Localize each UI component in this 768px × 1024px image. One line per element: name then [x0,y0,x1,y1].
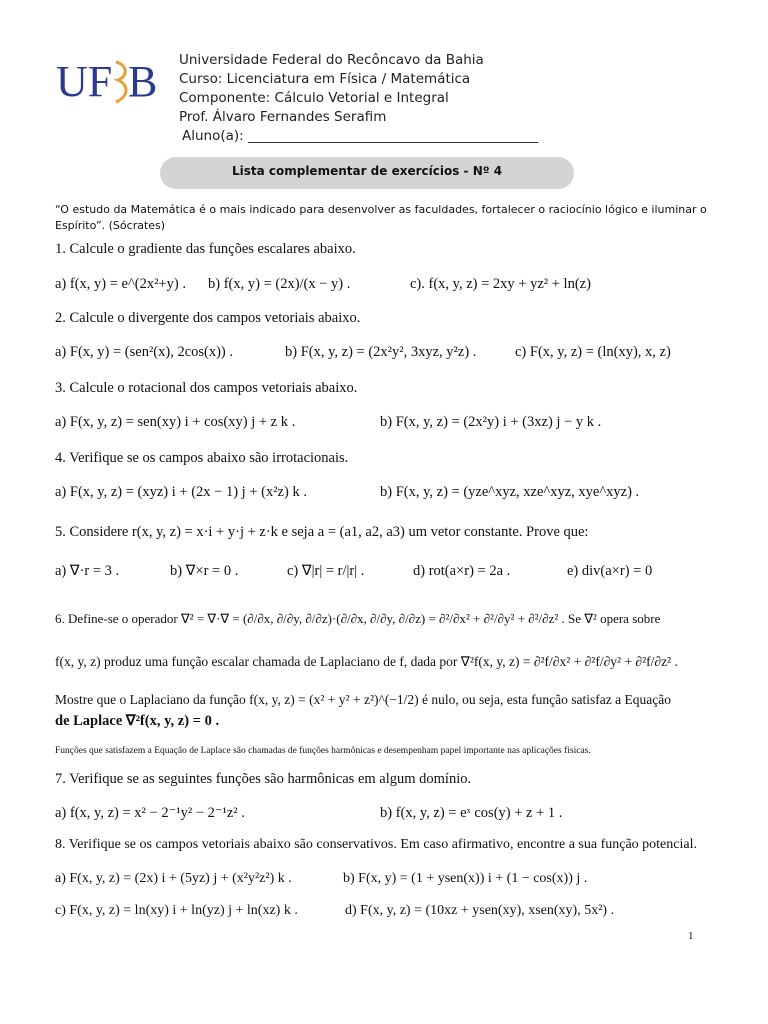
list-title: Lista complementar de exercícios - Nº 4 [231,164,503,178]
header-university: Universidade Federal do Recôncavo da Bahia [179,52,484,68]
q7-a: a) f(x, y, z) = x² − 2⁻¹y² − 2⁻¹z² . [55,805,245,821]
q6-line-1: 6. Define-se o operador ∇² = ∇·∇ = (∂/∂x, ∂/∂y, ∂/∂z)·(∂/∂x, ∂/∂y, ∂/∂z) = ∂²/∂x² + ∂²/∂y² + ∂²/∂z² . Se ∇² opera sobre [55,611,661,626]
q2-a: a) F(x, y) = (sen²(x), 2cos(x)) . [55,344,234,360]
q5-c: c) ∇|r| = r/|r| . [287,563,365,579]
q8-b: b) F(x, y) = (1 + ysen(x)) i + (1 − cos(x)) j . [343,871,588,886]
q6-line-2: f(x, y, z) produz uma função escalar chamada de Laplaciano de f, dada por ∇²f(x, y, z) = ∂²f/∂x² + ∂²f/∂y² + ∂²f/∂z² . [55,654,678,669]
q5-d: d) rot(a×r) = 2a . [413,563,511,579]
q4-a: a) F(x, y, z) = (xyz) i + (2x − 1) j + (x²z) k . [55,484,307,500]
q6-line-3: Mostre que o Laplaciano da função f(x, y, z) = (x² + y² + z²)^(−1/2) é nulo, ou seja, esta função satisfaz a Equação [55,692,671,707]
q2-b: b) F(x, y, z) = (2x²y², 3xyz, y²z) . [285,344,477,360]
page-number: 1 [688,930,694,942]
harmonic-note: Funções que satisfazem a Equação de Laplace são chamadas de funções harmônicas e desempenham papel importante nas aplicações físicas. [55,746,591,756]
header-professor: Prof. Álvaro Fernandes Serafim [179,109,387,125]
q8-c: c) F(x, y, z) = ln(xy) i + ln(yz) j + ln(xz) k . [55,903,298,918]
header-student: Aluno(a): ___________________________________________ [182,128,539,144]
quote-line-2: Espírito”. (Sócrates) [55,219,166,232]
q4-b: b) F(x, y, z) = (yze^xyz, xze^xyz, xye^xyz) . [380,484,640,500]
q1-b: b) f(x, y) = (2x)/(x − y) . [208,276,351,292]
header-component: Componente: Cálculo Vetorial e Integral [179,90,449,106]
logo-text-b: B [128,57,158,106]
q1-c: c). f(x, y, z) = 2xy + yz² + ln(z) [410,276,591,292]
q1-statement: 1. Calcule o gradiente das funções escalares abaixo. [55,241,356,257]
logo-curve [116,62,126,102]
q8-statement: 8. Verifique se os campos vetoriais abaixo são conservativos. Em caso afirmativo, encontre a sua função potencial. [55,837,697,852]
q5-e: e) div(a×r) = 0 [567,563,653,579]
q1-a: a) f(x, y) = e^(2x²+y) . [55,276,186,292]
q5-a: a) ∇·r = 3 . [55,563,120,579]
q7-statement: 7. Verifique se as seguintes funções são harmônicas em algum domínio. [55,771,472,787]
q7-b: b) f(x, y, z) = eˣ cos(y) + z + 1 . [380,805,563,821]
q5-statement: 5. Considere r(x, y, z) = x·i + y·j + z·k e seja a = (a1, a2, a3) um vetor constante. Prove que: [55,524,589,540]
header-course: Curso: Licenciatura em Física / Matemática [179,71,471,87]
q2-statement: 2. Calcule o divergente dos campos vetoriais abaixo. [55,310,361,326]
ufrb-logo [56,54,168,106]
q4-statement: 4. Verifique se os campos abaixo são irrotacionais. [55,450,349,466]
quote-line-1: “O estudo da Matemática é o mais indicado para desenvolver as faculdades, fortalecer o raciocínio lógico e iluminar o [55,203,707,216]
q8-a: a) F(x, y, z) = (2x) i + (5yz) j + (x²y²z²) k . [55,871,292,886]
q3-b: b) F(x, y, z) = (2x²y) i + (3xz) j − y k . [380,414,602,430]
q6-line-4: de Laplace ∇²f(x, y, z) = 0 . [55,713,220,729]
q8-d: d) F(x, y, z) = (10xz + ysen(xy), xsen(xy), 5x²) . [345,903,615,918]
q5-b: b) ∇×r = 0 . [170,563,239,579]
logo-text-uf: UF [56,57,113,106]
q3-a: a) F(x, y, z) = sen(xy) i + cos(xy) j + z k . [55,414,296,430]
q3-statement: 3. Calcule o rotacional dos campos vetoriais abaixo. [55,380,358,396]
q2-c: c) F(x, y, z) = (ln(xy), x, z) [515,344,671,360]
